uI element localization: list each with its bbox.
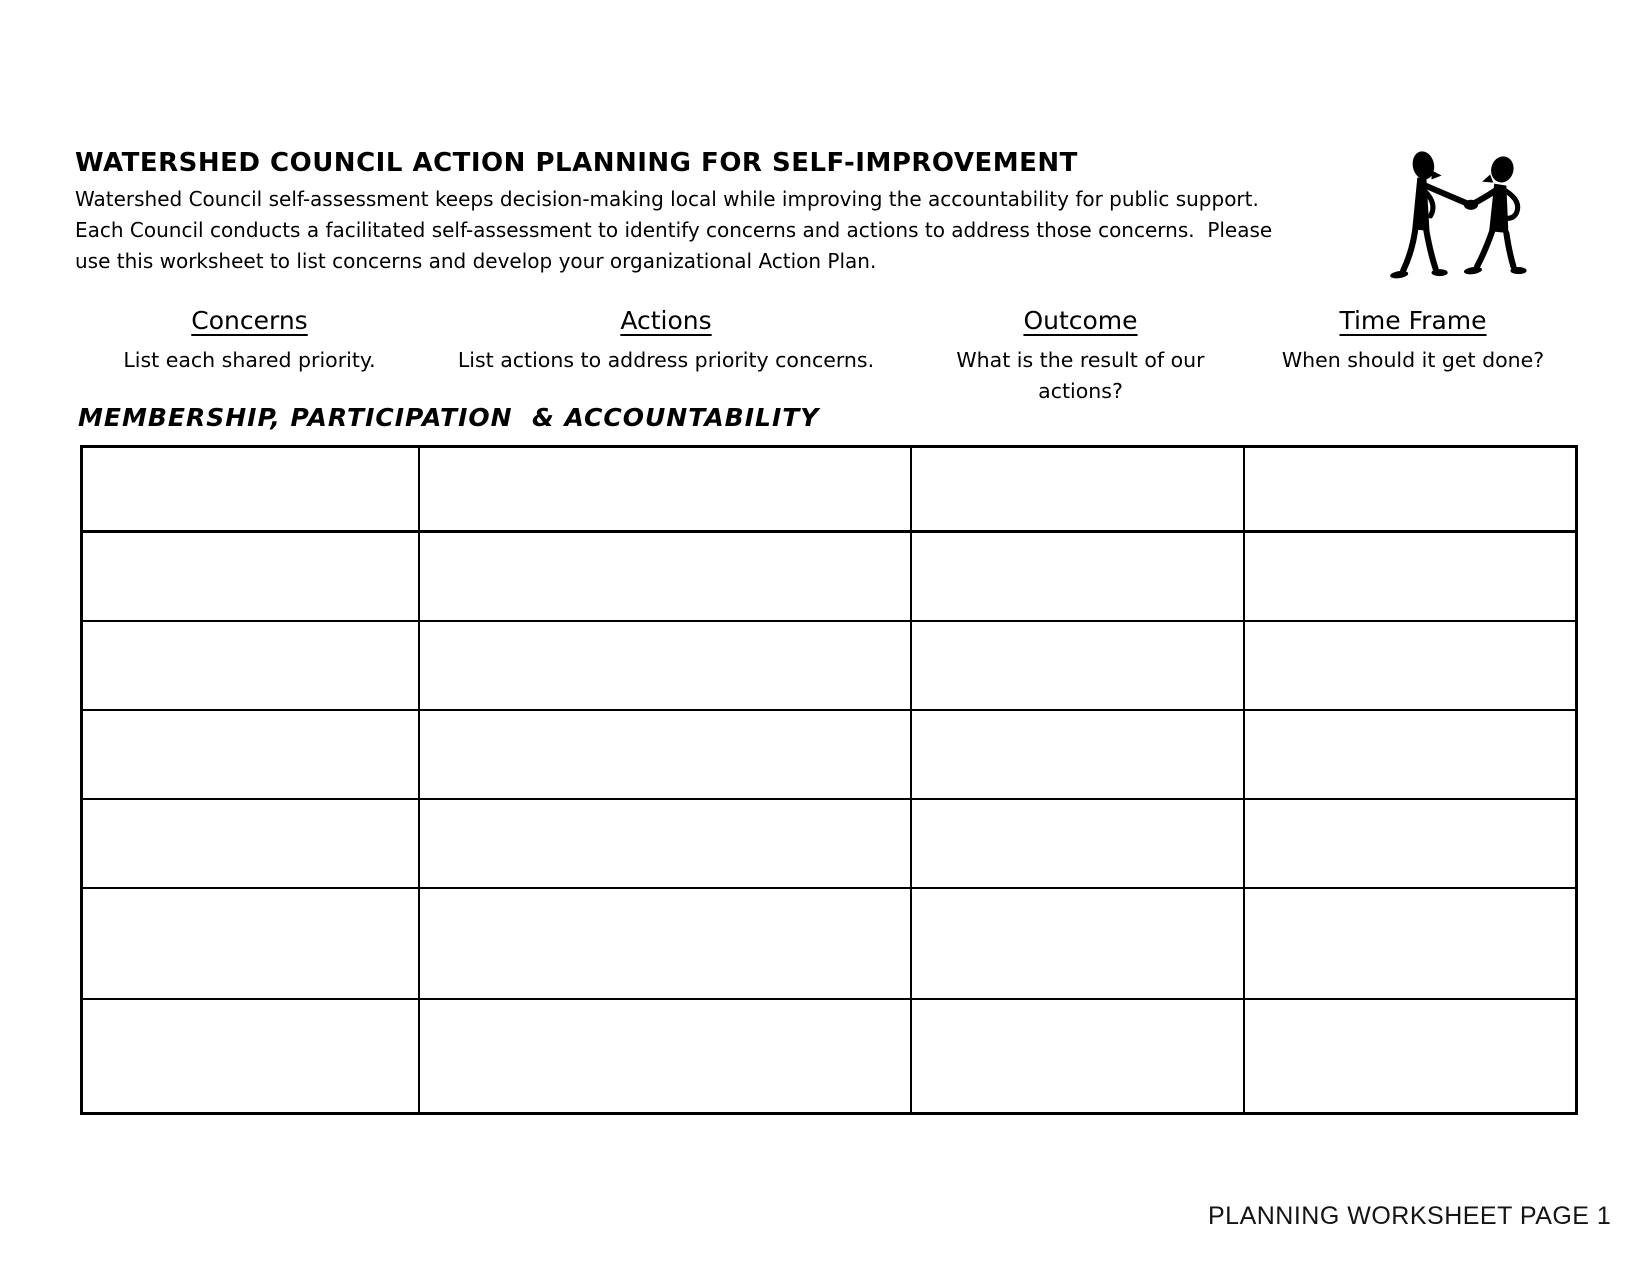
column-description: When should it get done? xyxy=(1281,348,1545,372)
column-label: Concerns xyxy=(191,306,308,335)
column-header-actions xyxy=(419,306,913,407)
intro-line: Each Council conducts a facilitated self-assessment to identify concerns and actions to address those concerns. Please xyxy=(75,218,1273,242)
table-cell xyxy=(420,711,912,800)
column-description: List actions to address priority concerns. xyxy=(457,348,875,372)
table-cell xyxy=(1245,711,1575,800)
column-label: Actions xyxy=(620,306,712,335)
column-header-outcome xyxy=(913,306,1248,407)
column-label: Outcome xyxy=(1023,306,1138,335)
table-cell xyxy=(912,1000,1245,1112)
intro-line: use this worksheet to list concerns and develop your organizational Action Plan. xyxy=(75,249,877,273)
table-cell xyxy=(420,622,912,711)
table-cell xyxy=(1245,533,1575,622)
table-cell xyxy=(420,889,912,1000)
column-header-time-frame xyxy=(1248,306,1578,407)
page-footer: PLANNING WORKSHEET PAGE 1 xyxy=(1208,1202,1612,1230)
table-cell xyxy=(420,1000,912,1112)
table-cell xyxy=(83,622,420,711)
table-cell xyxy=(83,800,420,889)
column-label: Time Frame xyxy=(1339,306,1487,335)
table-cell xyxy=(83,1000,420,1112)
table-cell xyxy=(1245,1000,1575,1112)
column-header-concerns xyxy=(80,306,419,407)
intro-paragraph xyxy=(75,184,1272,277)
table-cell xyxy=(420,533,912,622)
page-title: WATERSHED COUNCIL ACTION PLANNING FOR SELF-IMPROVEMENT xyxy=(75,148,1078,178)
action-plan-table xyxy=(80,445,1578,1115)
table-cell xyxy=(1245,800,1575,889)
table-cell xyxy=(83,711,420,800)
column-description: What is the result of our actions? xyxy=(956,348,1205,403)
table-cell xyxy=(1245,622,1575,711)
section-heading: MEMBERSHIP, PARTICIPATION & ACCOUNTABILITY xyxy=(78,403,820,432)
table-cell xyxy=(912,800,1245,889)
table-cell xyxy=(912,533,1245,622)
table-cell xyxy=(420,448,912,533)
table-cell xyxy=(83,448,420,533)
table-cell xyxy=(420,800,912,889)
table-cell xyxy=(83,889,420,1000)
table-cell xyxy=(83,533,420,622)
intro-line: Watershed Council self-assessment keeps decision-making local while improving the accountability for public support. xyxy=(75,187,1259,211)
table-cell xyxy=(912,711,1245,800)
column-header-row xyxy=(80,306,1578,407)
table-cell xyxy=(912,622,1245,711)
table-cell xyxy=(1245,448,1575,533)
table-cell xyxy=(912,448,1245,533)
table-cell xyxy=(1245,889,1575,1000)
table-cell xyxy=(912,889,1245,1000)
handshake-clipart-icon xyxy=(1388,146,1560,292)
column-description: List each shared priority. xyxy=(123,348,376,372)
